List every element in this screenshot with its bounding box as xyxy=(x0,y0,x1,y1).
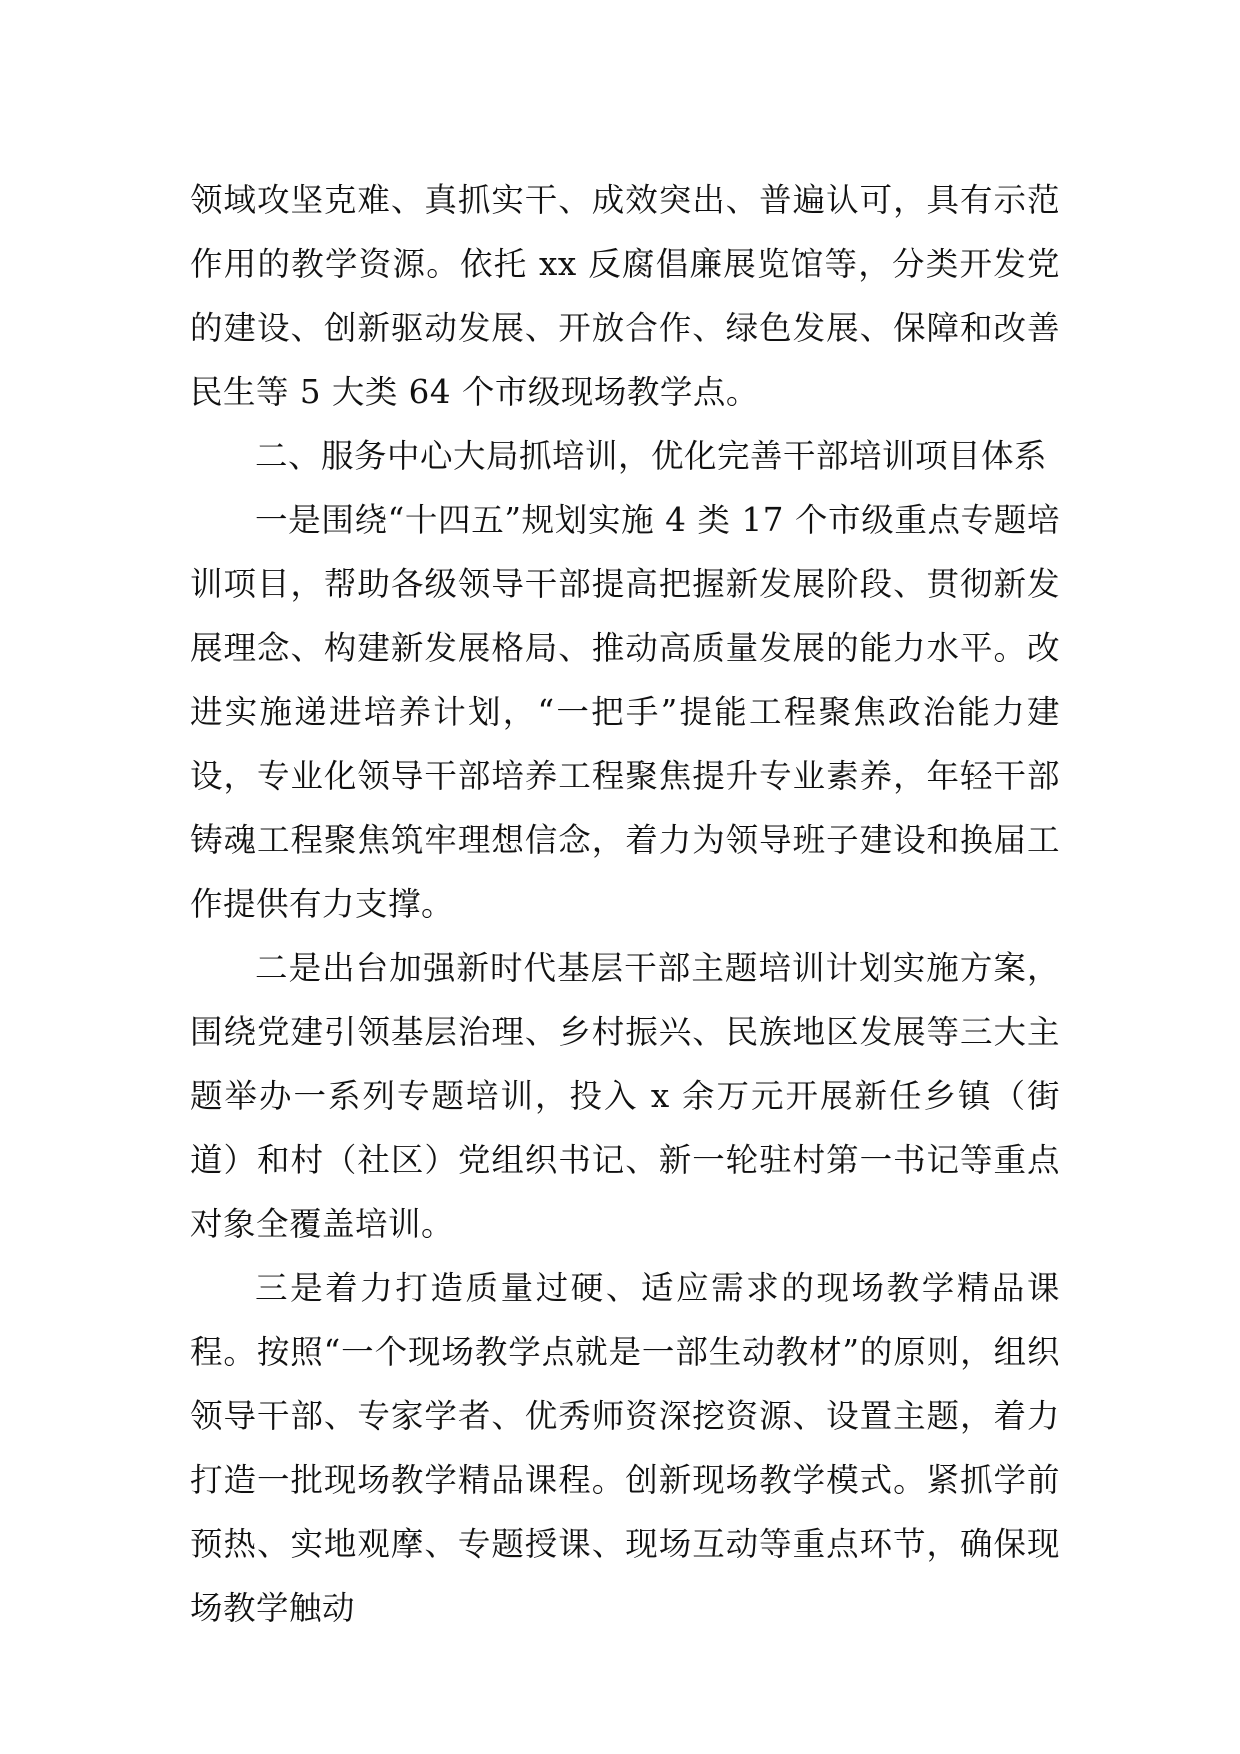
paragraph-item-two: 二是出台加强新时代基层干部主题培训计划实施方案，围绕党建引领基层治理、乡村振兴、民族地区发展等三大主题举办一系列专题培训，投入 x 余万元开展新任乡镇（街道）和村（社区）党组织书记、新一轮驻村第一书记等重点对象全覆盖培训。 xyxy=(190,949,1060,1243)
paragraph-continuation: 领域攻坚克难、真抓实干、成效突出、普遍认可，具有示范作用的教学资源。依托 xx 反腐倡廉展览馆等，分类开发党的建设、创新驱动发展、开放合作、绿色发展、保障和改善民生等 5 大类 64 个市级现场教学点。 xyxy=(190,181,1060,411)
section-heading: 二、服务中心大局抓培训，优化完善干部培训项目体系 xyxy=(255,437,1048,475)
paragraph-item-three: 三是着力打造质量过硬、适应需求的现场教学精品课程。按照“一个现场教学点就是一部生动教材”的原则，组织领导干部、专家学者、优秀师资深挖资源、设置主题，着力打造一批现场教学精品课程。创新现场教学模式。紧抓学前预热、实地观摩、专题授课、现场互动等重点环节，确保现场教学触动 xyxy=(190,1269,1060,1627)
paragraph-item-one: 一是围绕“十四五”规划实施 4 类 17 个市级重点专题培训项目，帮助各级领导干部提高把握新发展阶段、贯彻新发展理念、构建新发展格局、推动高质量发展的能力水平。改进实施递进培养计划，“一把手”提能工程聚焦政治能力建设，专业化领导干部培养工程聚焦提升专业素养，年轻干部铸魂工程聚焦筑牢理想信念，着力为领导班子建设和换届工作提供有力支撑。 xyxy=(190,501,1060,923)
document-body xyxy=(190,168,1060,1640)
